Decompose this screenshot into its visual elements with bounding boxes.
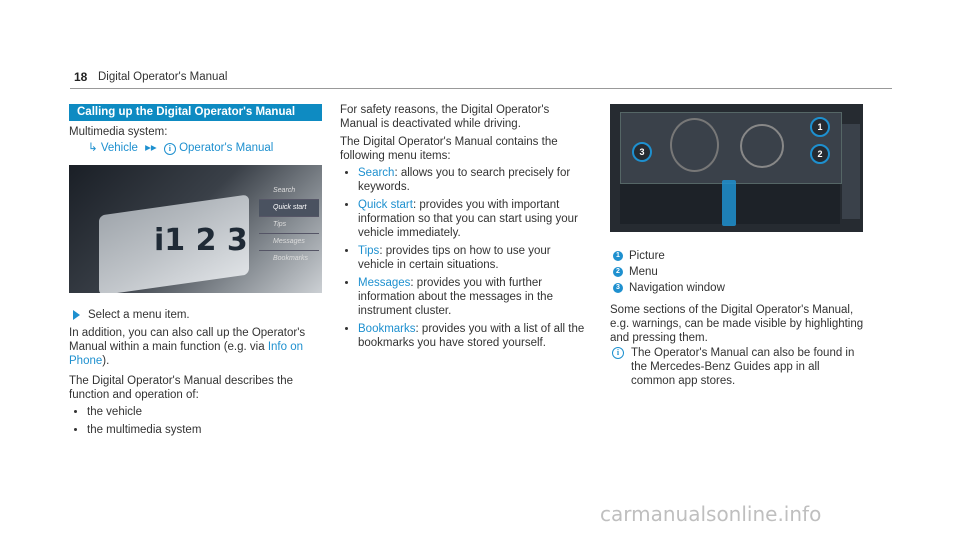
list-item: Quick start: provides you with important information so that you can start using your vehicle immediately.	[341, 198, 589, 240]
image-menu	[259, 183, 319, 283]
info-on-phone-link[interactable]: Info on Phone	[69, 341, 303, 367]
legend-item-2: 2 Menu	[613, 265, 658, 279]
image-menu-item: Messages	[259, 234, 319, 251]
nav-path	[88, 141, 273, 155]
list-item: Bookmarks: provides you with a list of all the bookmarks you have stored yourself.	[341, 322, 589, 350]
list-item: the multimedia system	[70, 423, 315, 437]
watermark: carmanualsonline.info	[600, 502, 822, 526]
menu-items-list	[341, 166, 589, 354]
info-icon: i	[164, 143, 176, 155]
messages-link[interactable]: Messages	[358, 277, 411, 289]
nav-manual-link[interactable]: Operator's Manual	[179, 142, 274, 154]
note-block	[610, 346, 865, 388]
return-arrow-icon: ↳	[88, 142, 98, 154]
contains-paragraph: The Digital Operator's Manual contains the following menu items:	[340, 136, 558, 162]
callout-1: 1	[810, 117, 830, 137]
callout-3: 3	[632, 142, 652, 162]
safety-paragraph: For safety reasons, the Digital Operator's Manual is deactivated while driving.	[340, 104, 550, 130]
control-graphic	[740, 124, 784, 168]
steering-wheel-graphic	[670, 118, 719, 172]
menu-screenshot	[69, 165, 322, 293]
header-divider	[70, 88, 892, 89]
describes-paragraph: The Digital Operator's Manual describes the function and operation of:	[69, 375, 293, 401]
legend-number: 3	[613, 283, 623, 293]
note-info-icon: i	[612, 347, 624, 359]
search-link[interactable]: Search	[358, 167, 395, 179]
manual-screen-screenshot	[610, 104, 863, 232]
running-header: Digital Operator's Manual	[98, 71, 228, 83]
legend-number: 1	[613, 251, 623, 261]
navigation-scroll-arrow	[722, 180, 736, 226]
describes-list	[70, 405, 315, 441]
addition-paragraph: In addition, you can also call up the Operator's Manual within a main function (e.g. via Info on Phone).	[69, 327, 306, 367]
quick-start-link[interactable]: Quick start	[358, 199, 413, 211]
legend-number: 2	[613, 267, 623, 277]
system-label: Multimedia system:	[69, 126, 168, 138]
page-number: 18	[74, 70, 88, 84]
section-title: Calling up the Digital Operator's Manual	[69, 104, 322, 121]
image-menu-item: Search	[259, 183, 319, 200]
legend-item-3: 3 Navigation window	[613, 281, 725, 295]
image-menu-item: Quick start	[259, 200, 319, 217]
nav-vehicle-link[interactable]: Vehicle	[100, 142, 138, 154]
note-text: The Operator's Manual can also be found in the Mercedes-Benz Guides app in all common app stores.	[631, 347, 855, 387]
list-item: the vehicle	[70, 405, 315, 419]
bookmarks-link[interactable]: Bookmarks	[358, 323, 416, 335]
list-item: Search: allows you to search precisely for keywords.	[341, 166, 589, 194]
side-menu	[842, 124, 860, 219]
image-menu-item: Bookmarks	[273, 255, 309, 262]
picture-area	[620, 112, 842, 184]
list-item: Tips: provides tips on how to use your vehicle in certain situations.	[341, 244, 589, 272]
list-item: Messages: provides you with further information about the messages in the instrument cluster.	[341, 276, 589, 318]
manual-logo-graphic: i1 2 3	[154, 223, 248, 258]
double-chevron-icon: ▸▸	[145, 142, 157, 154]
step-instruction: Select a menu item.	[73, 308, 190, 322]
image-menu-item: Tips	[259, 217, 319, 234]
legend-item-1: 1 Picture	[613, 249, 665, 263]
sections-paragraph: Some sections of the Digital Operator's Manual, e.g. warnings, can be made visible by highlighting and pressing them.	[610, 304, 864, 344]
tips-link[interactable]: Tips	[358, 245, 380, 257]
callout-2: 2	[810, 144, 830, 164]
step-triangle-icon	[73, 310, 80, 320]
